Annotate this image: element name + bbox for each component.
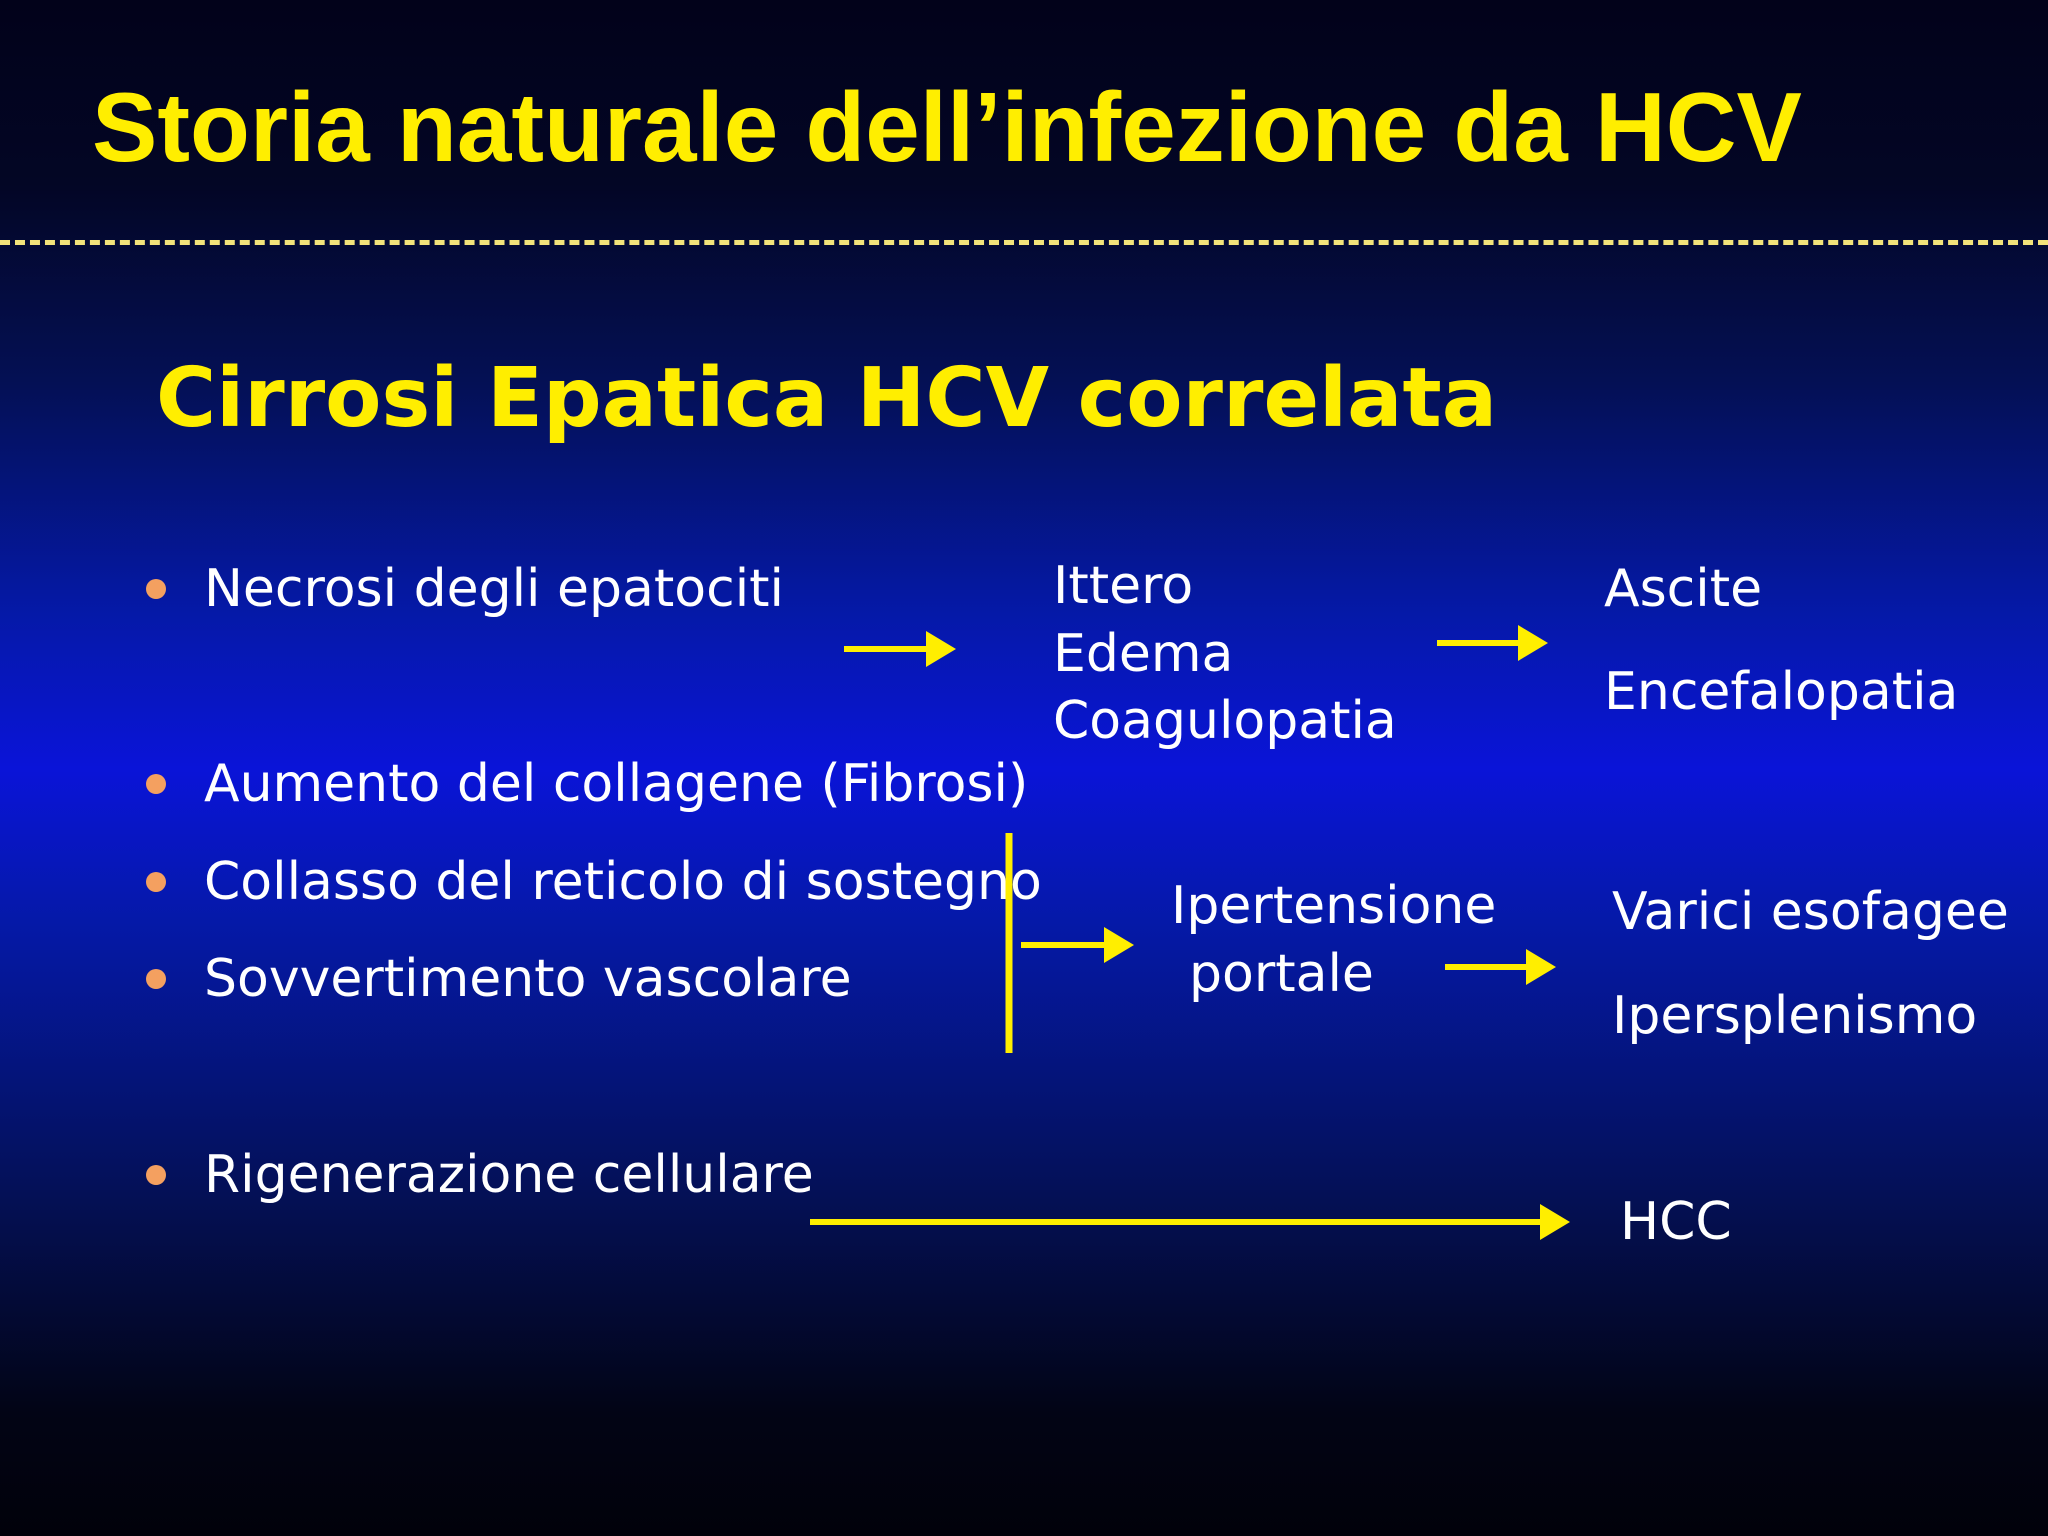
slide-subtitle: Cirrosi Epatica HCV correlata: [156, 351, 1498, 446]
slide-title: Storia naturale dell’infezione da HCV: [92, 72, 1802, 182]
bullet-text: Necrosi degli epatociti: [204, 559, 784, 619]
effect-edema: Edema: [1053, 624, 1234, 684]
bullet-text: Rigenerazione cellulare: [204, 1145, 814, 1205]
effect-coagulopatia: Coagulopatia: [1053, 691, 1397, 751]
bullet-text: Collasso del reticolo di sostegno: [204, 852, 1042, 912]
effect-ittero: Ittero: [1053, 556, 1194, 616]
outcome-varici: Varici esofagee: [1612, 882, 2009, 942]
outcome-ascite: Ascite: [1604, 559, 1763, 619]
bullet-text: Aumento del collagene (Fibrosi): [204, 754, 1029, 814]
bullet-text: Sovvertimento vascolare: [204, 949, 852, 1009]
outcome-encefalopatia: Encefalopatia: [1604, 662, 1959, 722]
portal-hypertension-line1: Ipertensione: [1171, 876, 1497, 936]
outcome-hcc: HCC: [1620, 1192, 1732, 1252]
portal-hypertension-line2: portale: [1189, 944, 1374, 1004]
outcome-ipersplenismo: Ipersplenismo: [1612, 986, 1978, 1046]
